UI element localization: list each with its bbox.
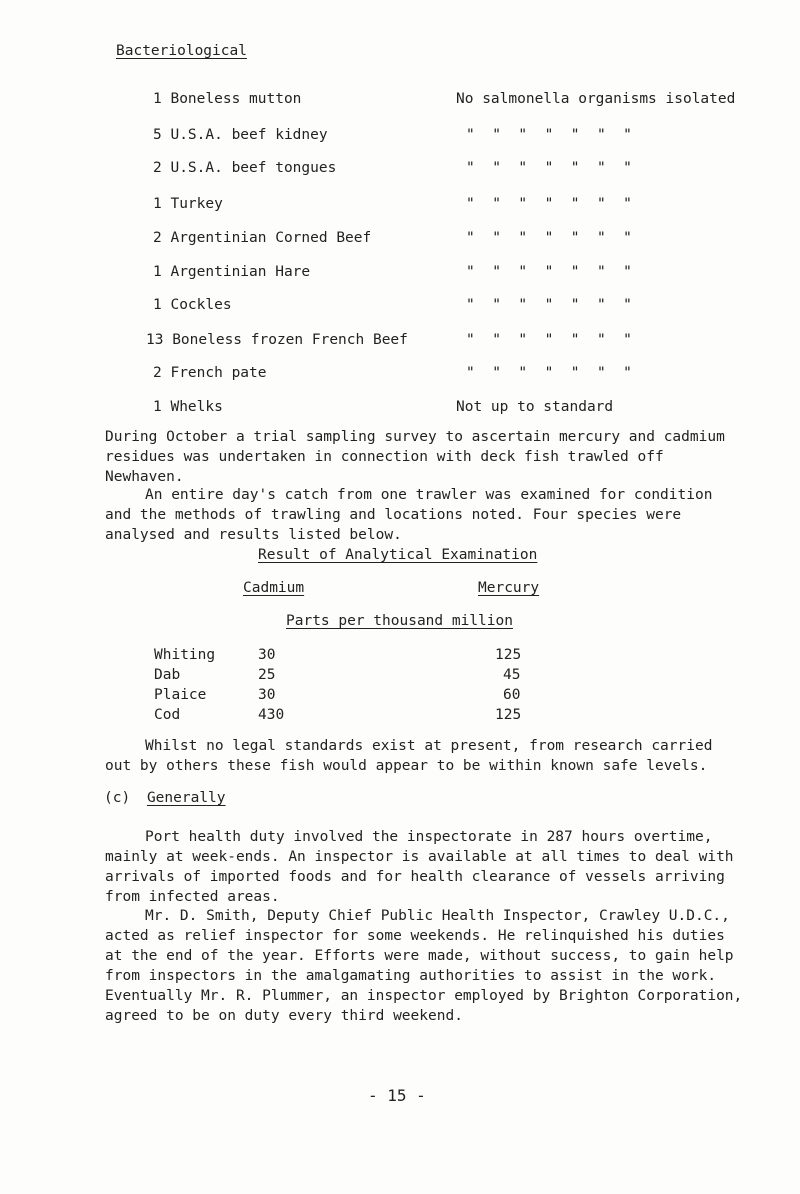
paragraph-text: During October a trial sampling survey to ascertain mercury and cadmium residues was undertaken in connection with deck fish trawled off Newhaven. [105, 429, 725, 485]
sample-result: " " " " " " " [466, 365, 632, 381]
species-name: Cod [154, 707, 181, 723]
subsection-title: Generally [146, 790, 226, 806]
sample-result: No salmonella organisms isolated [456, 91, 736, 107]
cadmium-value: 30 [258, 647, 276, 663]
paragraph-catch [105, 485, 745, 545]
sample-result: " " " " " " " [466, 230, 632, 246]
paragraph-port-health [105, 827, 745, 907]
mercury-value: 60 [503, 687, 521, 703]
sample-item: 13 Boneless frozen French Beef [146, 332, 408, 348]
sample-item: 2 Argentinian Corned Beef [153, 230, 372, 246]
sample-item: 1 Cockles [153, 297, 232, 313]
paragraph-text: Whilst no legal standards exist at present, from research carried out by others these fish would appear to be within known safe levels. [105, 738, 713, 774]
sample-item: 2 French pate [153, 365, 267, 381]
sample-result: " " " " " " " [466, 332, 632, 348]
paragraph-text: An entire day's catch from one trawler was examined for condition and the methods of trawling and locations noted. Four species were analysed and results listed below. [105, 487, 713, 543]
species-name: Whiting [154, 647, 216, 663]
sample-result: " " " " " " " [466, 127, 632, 143]
paragraph-survey [105, 427, 745, 487]
paragraph-text: Mr. D. Smith, Deputy Chief Public Health Inspector, Crawley U.D.C., acted as relief inspector for some weekends. He relinquished his duties at the end of the year. Efforts were made, without success, to gain help from inspectors in the amalgamating authorities to assist in the work. Eventually Mr. R. Plummer, an inspector employed by Brighton Corporation, agreed to be on duty every third weekend. [105, 908, 743, 1024]
species-name: Dab [154, 667, 181, 683]
species-name: Plaice [154, 687, 207, 703]
page-number: - 15 - [368, 1086, 426, 1105]
paragraph-relief [105, 906, 745, 1026]
cadmium-value: 25 [258, 667, 276, 683]
sample-item: 1 Argentinian Hare [153, 264, 311, 280]
sample-item: 1 Whelks [153, 399, 223, 415]
cadmium-value: 30 [258, 687, 276, 703]
column-header-cadmium: Cadmium [243, 580, 305, 596]
subsection-label: (c) [104, 790, 131, 806]
sample-item: 1 Boneless mutton [153, 91, 302, 107]
paragraph-text: Port health duty involved the inspectorate in 287 hours overtime, mainly at week-ends. An inspector is available at all times to deal with arrivals of imported foods and for health clearance of vessels arriving from infected areas. [105, 829, 734, 905]
sample-result: " " " " " " " [466, 297, 632, 313]
sample-item: 2 U.S.A. beef tongues [153, 160, 337, 176]
sample-result: " " " " " " " [466, 196, 632, 212]
subsection-heading [104, 791, 226, 806]
sample-result: " " " " " " " [466, 264, 632, 280]
mercury-value: 125 [495, 707, 522, 723]
sample-result: " " " " " " " [466, 160, 632, 176]
paragraph-standards [105, 736, 745, 776]
sample-result: Not up to standard [456, 399, 614, 415]
mercury-value: 45 [503, 667, 521, 683]
sample-item: 5 U.S.A. beef kidney [153, 127, 328, 143]
section-heading: Bacteriological [116, 43, 247, 59]
analysis-title: Result of Analytical Examination [258, 547, 538, 563]
sample-item: 1 Turkey [153, 196, 223, 212]
units-label: Parts per thousand million [286, 613, 513, 629]
cadmium-value: 430 [258, 707, 285, 723]
column-header-mercury: Mercury [478, 580, 540, 596]
mercury-value: 125 [495, 647, 522, 663]
